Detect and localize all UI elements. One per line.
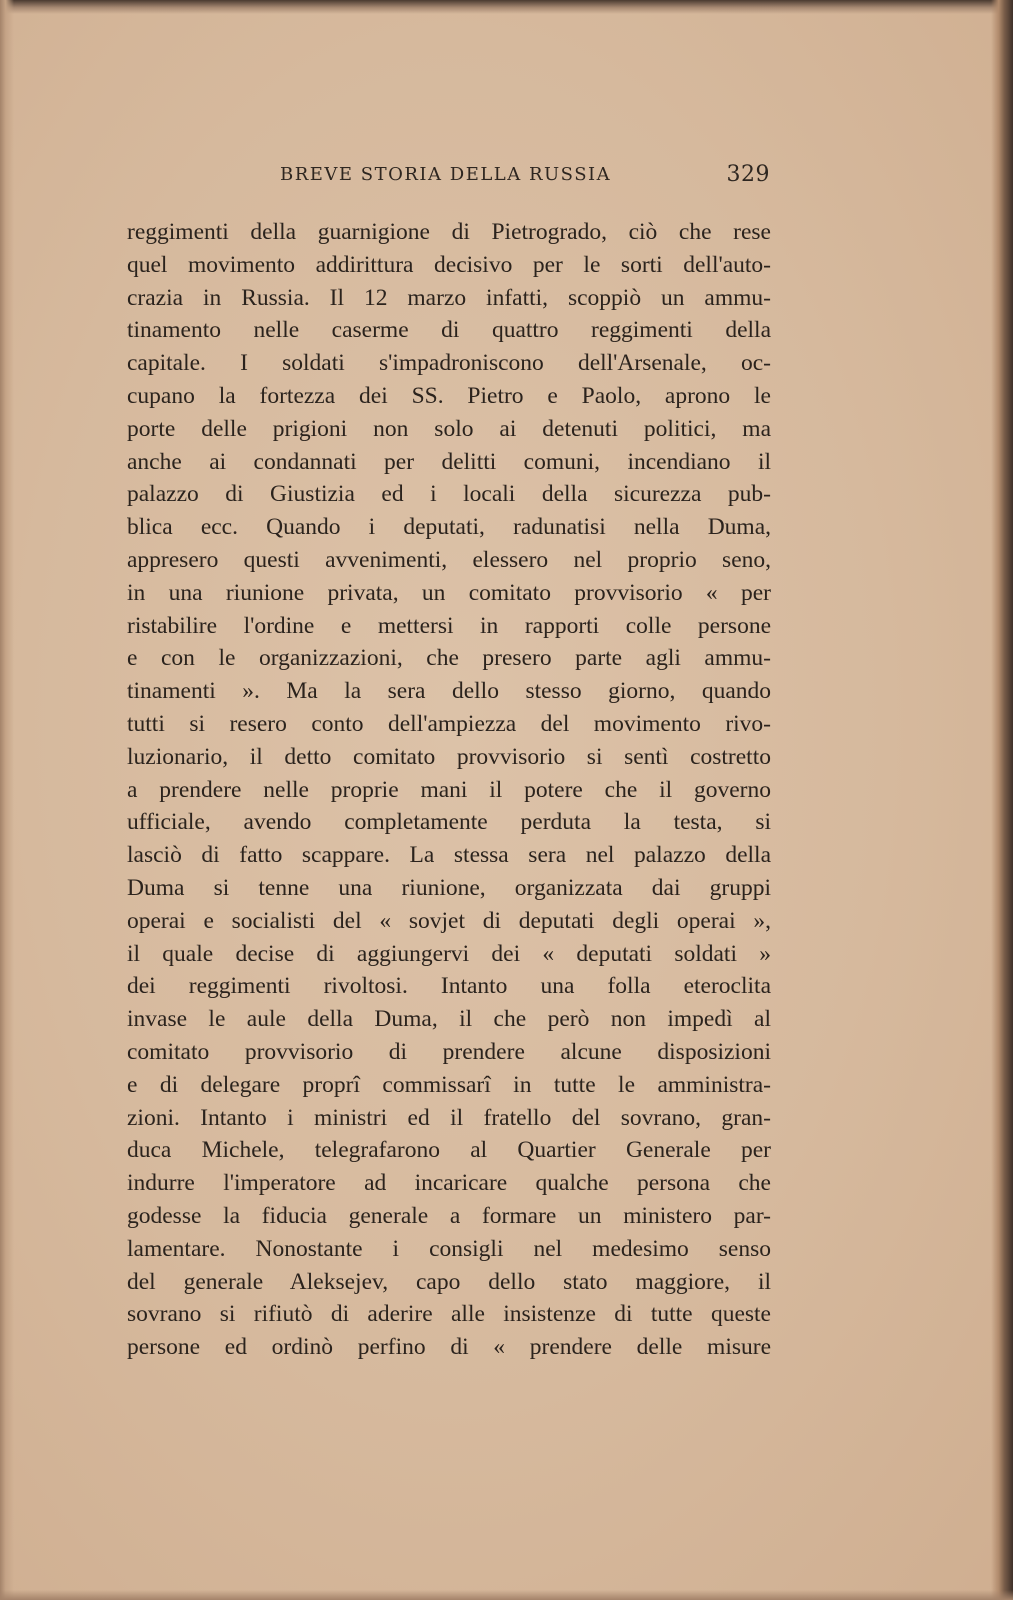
text-line: anche ai condannati per delitti comuni, incendiano il	[127, 448, 771, 475]
text-line: duca Michele, telegrafarono al Quartier Generale per	[127, 1137, 771, 1164]
page-number: 329	[726, 162, 770, 187]
text-line: e di delegare proprî commissarî in tutte le amministra-	[127, 1071, 771, 1098]
text-line: ristabilire l'ordine e mettersi in rapporti colle persone	[127, 612, 771, 639]
page-left-edge	[0, 0, 14, 1600]
text-line: persone ed ordinò perfino di « prendere delle misure	[127, 1334, 771, 1361]
text-line: luzionario, il detto comitato provvisorio si sentì costretto	[127, 743, 771, 770]
text-line: e con le organizzazioni, che presero parte agli ammu-	[127, 645, 771, 672]
text-line: indurre l'imperatore ad incaricare qualche persona che	[127, 1170, 771, 1197]
text-line: sovrano si rifiutò di aderire alle insistenze di tutte queste	[127, 1301, 771, 1328]
page-top-edge	[0, 0, 1013, 14]
text-line: crazia in Russia. Il 12 marzo infatti, scoppiò un ammu-	[127, 284, 771, 311]
text-line: in una riunione privata, un comitato provvisorio « per	[127, 579, 771, 606]
body-text	[127, 216, 771, 1364]
text-line: palazzo di Giustizia ed i locali della sicurezza pub-	[127, 481, 771, 508]
text-line: cupano la fortezza dei SS. Pietro e Paolo, aprono le	[127, 382, 771, 409]
running-head-title: BREVE STORIA DELLA RUSSIA	[280, 164, 612, 185]
running-head	[280, 162, 770, 192]
text-line: tinamenti ». Ma la sera dello stesso giorno, quando	[127, 678, 771, 705]
page-right-edge	[991, 0, 1013, 1600]
text-line: tutti si resero conto dell'ampiezza del movimento rivo-	[127, 710, 771, 737]
text-line: blica ecc. Quando i deputati, radunatisi nella Duma,	[127, 514, 771, 541]
text-line: lamentare. Nonostante i consigli nel medesimo senso	[127, 1235, 771, 1262]
text-line: Duma si tenne una riunione, organizzata dai gruppi	[127, 874, 771, 901]
text-line: capitale. I soldati s'impadroniscono dell'Arsenale, oc-	[127, 350, 771, 377]
page-bottom-edge	[0, 1590, 1013, 1600]
text-line: operai e socialisti del « sovjet di deputati degli operai »,	[127, 907, 771, 934]
text-line: del generale Aleksejev, capo dello stato maggiore, il	[127, 1268, 771, 1295]
text-line: godesse la fiducia generale a formare un ministero par-	[127, 1202, 771, 1229]
text-line: appresero questi avvenimenti, elessero nel proprio seno,	[127, 546, 771, 573]
text-line: ufficiale, avendo completamente perduta la testa, si	[127, 809, 771, 836]
text-line: dei reggimenti rivoltosi. Intanto una folla eteroclita	[127, 973, 771, 1000]
text-line: il quale decise di aggiungervi dei « deputati soldati »	[127, 940, 771, 967]
text-line: invase le aule della Duma, il che però non impedì al	[127, 1006, 771, 1033]
text-line: porte delle prigioni non solo ai detenuti politici, ma	[127, 415, 771, 442]
text-line: lasciò di fatto scappare. La stessa sera nel palazzo della	[127, 842, 771, 869]
text-line: zioni. Intanto i ministri ed il fratello del sovrano, gran-	[127, 1104, 771, 1131]
text-line: tinamento nelle caserme di quattro reggimenti della	[127, 317, 771, 344]
text-line: comitato provvisorio di prendere alcune disposizioni	[127, 1038, 771, 1065]
text-line: a prendere nelle proprie mani il potere che il governo	[127, 776, 771, 803]
text-line: reggimenti della guarnigione di Pietrogrado, ciò che rese	[127, 219, 771, 245]
text-line: quel movimento addirittura decisivo per le sorti dell'auto-	[127, 251, 771, 278]
